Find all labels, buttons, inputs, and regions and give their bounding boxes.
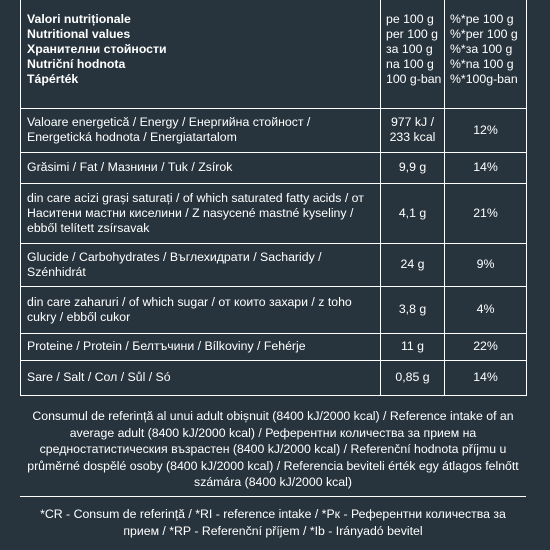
nutrition-label: [8, 0, 538, 550]
note-line: számára (8400 kJ/2000 kcal): [194, 475, 352, 490]
row-label-line: Наситени мастни киселини / Z nasycené mastné kyseliny /: [27, 205, 354, 220]
row-label: [21, 360, 381, 395]
header-per100-text: pe 100 g: [386, 12, 434, 26]
row-fat: [21, 152, 527, 183]
row-label-line: cukry / ebből cukor: [27, 309, 131, 324]
row-energy: [21, 108, 527, 152]
note-line: průměrné dospělé osoby (8400 kJ/2000 kcal) / Referencia beviteli érték egy átlagos felnőtt: [27, 458, 519, 473]
row-carbohydrates: [21, 243, 527, 286]
row-label-line: ebből telített zsírsavak: [27, 220, 150, 235]
divider: [20, 496, 526, 497]
row-protein: [21, 333, 527, 360]
row-label-line: Energetická hodnota / Energiatartalom: [27, 130, 237, 144]
table-header-row: [21, 0, 527, 108]
header-label: Хранителни стойности: [27, 42, 167, 56]
header-label: Nutriční hodnota: [27, 57, 126, 71]
note-line: средностатистическия възрастен (8400 kJ/2000 kcal) / Referenční hodnota příjmu u: [39, 442, 507, 457]
row-saturated-fat: [21, 183, 527, 243]
header-ri-text: %*pe 100 g: [450, 12, 514, 26]
row-label: [21, 108, 381, 152]
header-per100-text: na 100 g: [386, 57, 434, 71]
row-label-line: Szénhidrát: [27, 264, 86, 279]
row-value: 3,8 g: [381, 286, 445, 333]
row-value: [381, 108, 445, 152]
header-label: Nutritional values: [27, 27, 131, 41]
row-label-line: Valoare energetică / Energy / Енергийна стойност /: [27, 115, 311, 129]
header-per100-text: 100 g-ban: [386, 72, 442, 86]
row-ri: 21%: [445, 183, 527, 243]
row-ri: 22%: [445, 333, 527, 360]
row-label: [21, 183, 381, 243]
header-per100-text: за 100 g: [386, 42, 433, 56]
reference-intake-note: [20, 408, 526, 491]
header-label: Valori nutriționale: [27, 12, 131, 26]
header-per100-text: per 100 g: [386, 27, 438, 41]
note-line: *CR - Consum de referință / *RI - reference intake / *Рк - Референтни количества за: [40, 506, 506, 521]
header-per-100g: [381, 0, 445, 108]
nutrition-table: [20, 0, 527, 396]
row-salt: [21, 360, 527, 395]
row-value: 0,85 g: [381, 360, 445, 395]
row-value-line: 233 kcal: [389, 130, 436, 144]
row-label-line: Grăsimi / Fat / Мазнини / Tuk / Zsírok: [27, 160, 233, 174]
row-label-line: Proteine / Protein / Белтъчини / Bílkoviny / Fehérje: [27, 339, 306, 353]
row-label: [21, 333, 381, 360]
header-ri-text: %*per 100 g: [450, 27, 518, 41]
row-value: 11 g: [381, 333, 445, 360]
note-line: Consumul de referință al unui adult obișnuit (8400 kJ/2000 kcal) / Reference intake of an: [32, 409, 514, 423]
row-ri: 4%: [445, 286, 527, 333]
row-label: [21, 243, 381, 286]
abbreviations-note: [20, 506, 526, 539]
header-ri-text: %*за 100 g: [450, 42, 513, 56]
header-ri-text: %*na 100 g: [450, 57, 514, 71]
row-label-line: din care acizi grași saturați / of which saturated fatty acids / от: [27, 190, 364, 205]
row-ri: 9%: [445, 243, 527, 286]
footnotes: [20, 408, 526, 539]
header-ri-text: %*100g-ban: [450, 72, 518, 86]
note-line: прием / *RP - Referenční příjem / *Ib - Irányadó bevitel: [123, 523, 423, 538]
row-label-line: Sare / Salt / Сол / Sůl / Só: [27, 370, 171, 384]
header-labels: [21, 0, 381, 108]
row-label: [21, 286, 381, 333]
row-label: [21, 152, 381, 183]
row-ri: 14%: [445, 360, 527, 395]
row-value-line: 977 kJ /: [390, 115, 435, 129]
row-ri: 12%: [445, 108, 527, 152]
header-label: Tápérték: [27, 72, 79, 86]
row-sugar: [21, 286, 527, 333]
row-value: 4,1 g: [381, 183, 445, 243]
row-label-line: Glucide / Carbohydrates / Въглехидрати / Sacharidy /: [27, 249, 322, 264]
row-value: 24 g: [381, 243, 445, 286]
note-line: average adult (8400 kJ/2000 kcal) / Референтни количества за прием на: [69, 425, 477, 440]
row-ri: 14%: [445, 152, 527, 183]
row-label-line: din care zaharuri / of which sugar / от които захари / z toho: [27, 294, 352, 309]
header-ri: [445, 0, 527, 108]
row-value: 9,9 g: [381, 152, 445, 183]
